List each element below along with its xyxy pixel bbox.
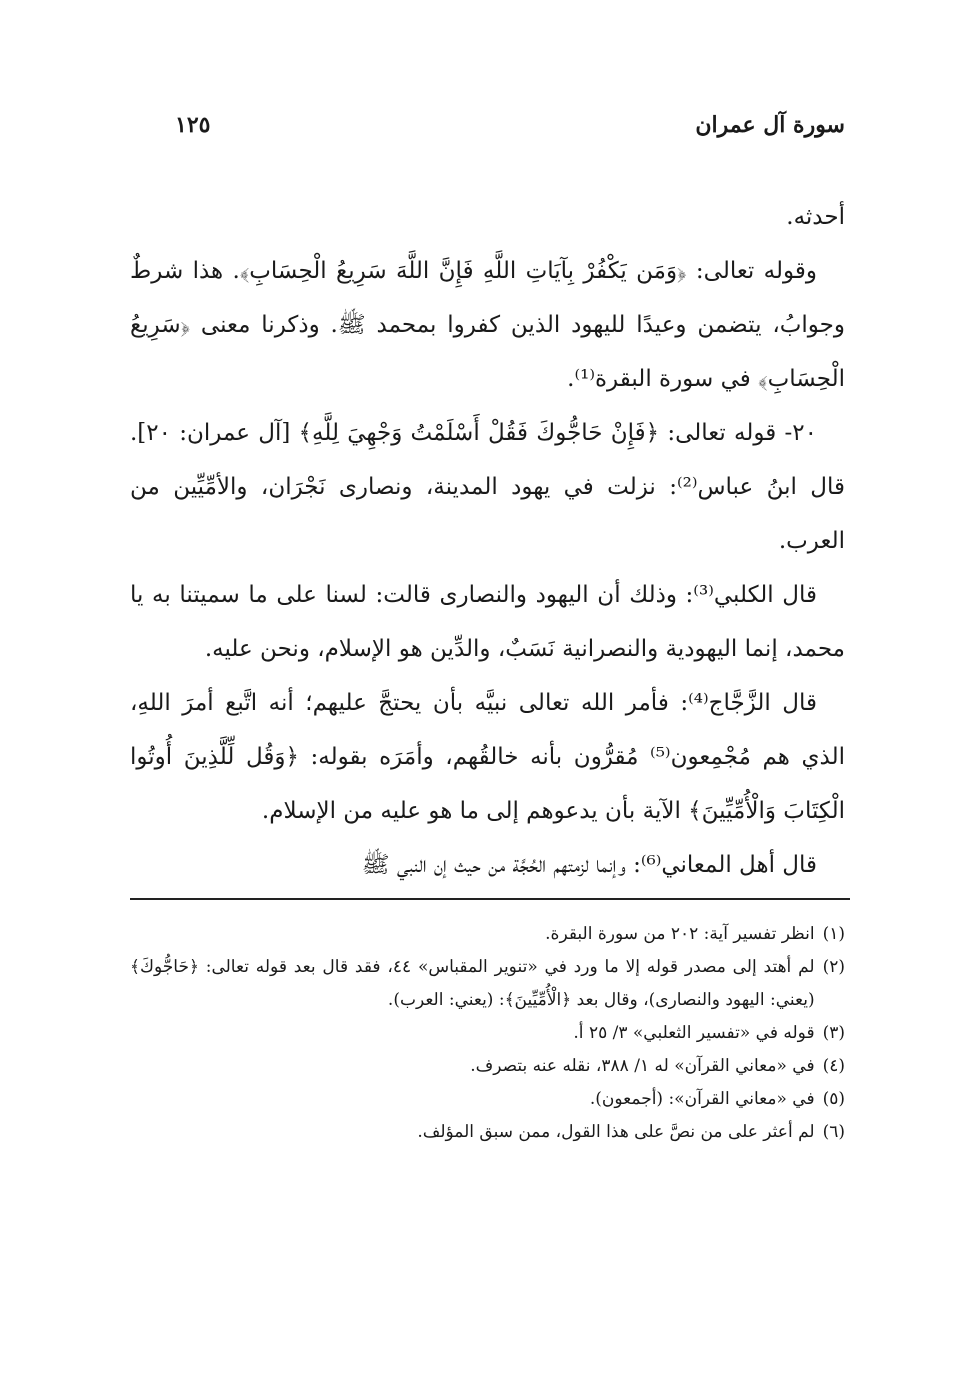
paragraph: وقوله تعالى: ﴿وَمَن يَكْفُرْ بِآيَاتِ اللَّهِ فَإِنَّ اللَّهَ سَرِيعُ الْحِسَابِ﴾. هذا شرطٌ وجوابُ، يتضمن وعيدًا لليهود الذين كفروا بمحمد ﷺ. وذكرنا معنى ﴿سَرِيعُ الْحِسَابِ﴾ في سورة البقرة⁽¹⁾.: [130, 258, 845, 392]
paragraph: قال الكلبي⁽³⁾: وذلك أن اليهود والنصارى قالت: لسنا على ما سميتنا به يا محمد، إنما اليهودية والنصرانية نَسَبٌ، والدِّين هو الإسلام، ونحن عليه.: [130, 582, 845, 662]
paragraph: قال أهل المعاني⁽⁶⁾: وإنما لزمتهم الحُجَّة من حيث إن النبي ﷺ: [361, 852, 817, 878]
footnote-text: في «معاني القرآن» له ١/ ٣٨٨، نقله عنه بتصرف.: [470, 1056, 815, 1076]
surah-title: سورة آل عمران: [695, 112, 845, 138]
page-header: [130, 112, 845, 152]
page-number: ١٢٥: [175, 112, 211, 138]
footnote-text: انظر تفسير آية: ٢٠٢ من سورة البقرة.: [545, 924, 815, 944]
main-text: [130, 190, 845, 892]
footnote-number: (٣): [822, 1023, 845, 1043]
footnote-number: (٦): [822, 1122, 845, 1142]
footnote: [130, 951, 845, 1017]
footnote: [130, 1017, 845, 1050]
footnote: [130, 1083, 845, 1116]
footnote-number: (٥): [822, 1089, 845, 1109]
footnote: [130, 918, 845, 951]
footnote-number: (٤): [822, 1056, 845, 1076]
footnote-number: (١): [822, 924, 845, 944]
footnote: [130, 1116, 845, 1149]
paragraph: قال الزَّجَّاج⁽⁴⁾: فأمر الله تعالى نبيَّه بأن يحتجَّ عليهم؛ أنه اتَّبع أمرَ اللهِ، الذي هم مُجْمِعون⁽⁵⁾ مُقرُّون بأنه خالقُهم، وأمَرَه بقوله: ﴿وَقُل لِّلَّذِينَ أُوتُوا الْكِتَابَ وَالْأُمِّيِّينَ﴾ الآية بأن يدعوهم إلى ما هو عليه من الإسلام.: [130, 690, 845, 824]
footnote-separator: [130, 898, 850, 900]
footnotes: [130, 918, 845, 1149]
footnote-text: لم أهتد إلى مصدر قوله إلا ما ورد في «تنوير المقباس» ٤٤، فقد قال بعد قوله تعالى: ﴿حَاجُّوكَ﴾ (يعني: اليهود والنصارى)، وقال بعد ﴿الْأُمِّيِّينَ﴾: (يعني: العرب).: [130, 957, 815, 1010]
paragraph: ٢٠- قوله تعالى: ﴿فَإِنْ حَاجُّوكَ فَقُلْ أَسْلَمْتُ وَجْهِيَ لِلَّهِ﴾ [آل عمران: ٢٠]. قال ابنُ عباس⁽²⁾: نزلت في يهود المدينة، ونصارى نَجْرَان، والأمِّيِّين من العرب.: [130, 420, 845, 554]
footnote-number: (٢): [822, 957, 845, 977]
footnote-text: لم أعثر على من نصَّ على هذا القول، ممن سبق المؤلف.: [417, 1122, 815, 1142]
footnote-text: في «معاني القرآن»: (أجمعون).: [589, 1089, 815, 1109]
footnote: [130, 1050, 845, 1083]
paragraph: أحدثه.: [786, 204, 845, 230]
footnote-text: قوله في «تفسير الثعلبي» ٣/ ٢٥ أ.: [573, 1023, 815, 1043]
